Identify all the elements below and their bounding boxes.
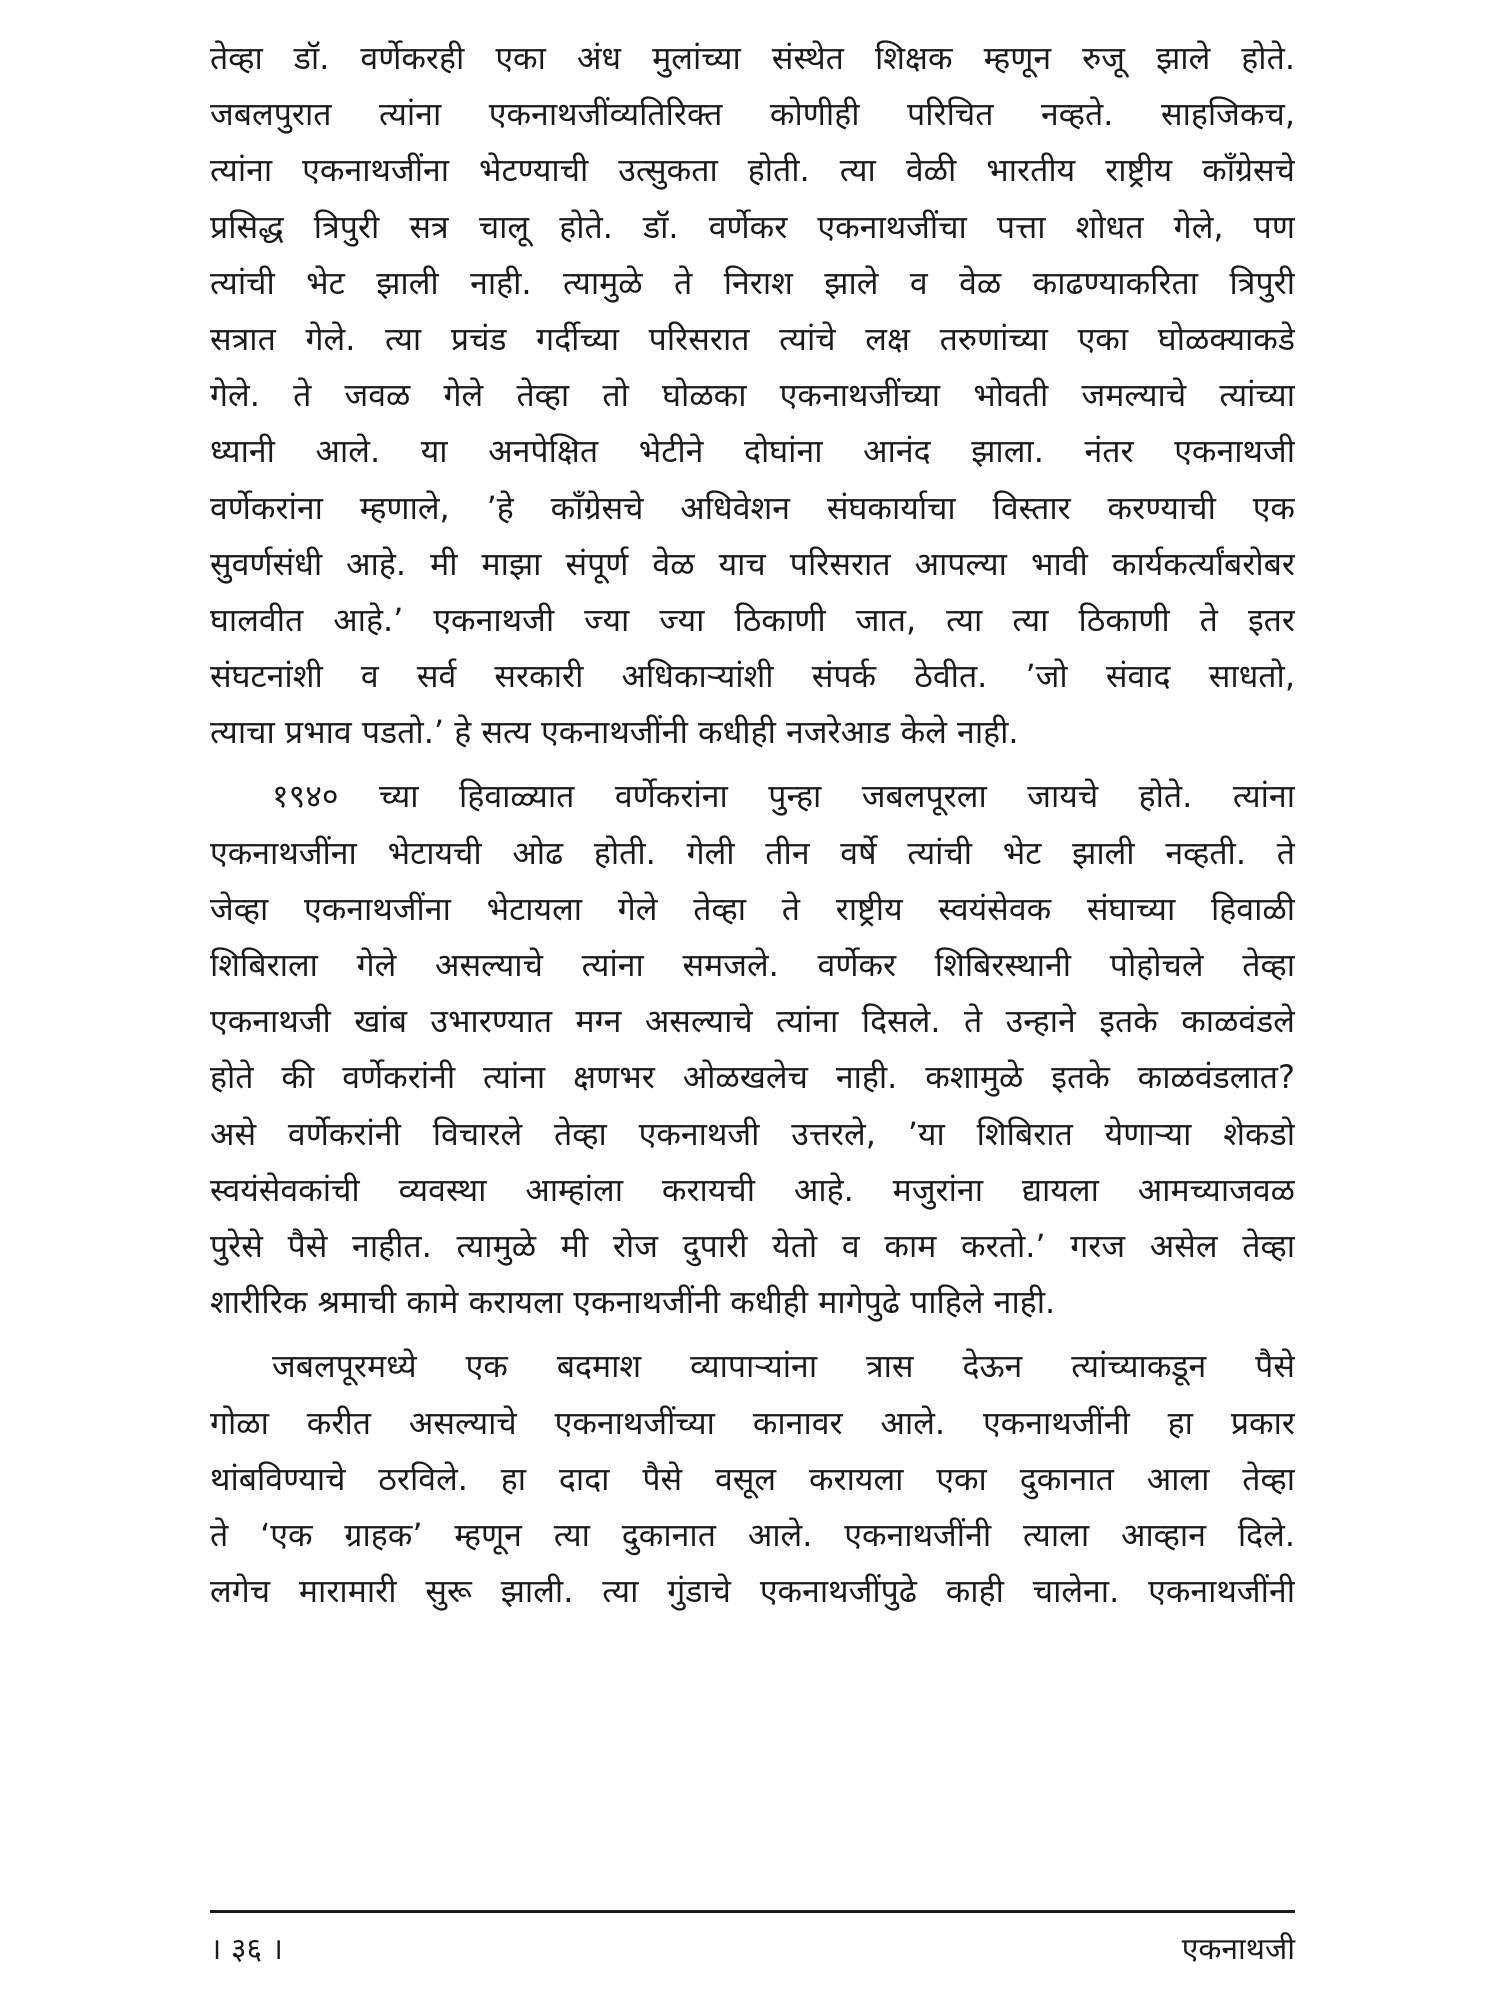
running-title: एकनाथजी — [1181, 1932, 1295, 1967]
text-line: घालवीत आहे.’ एकनाथजी ज्या ज्या ठिकाणी जात, त्या त्या ठिकाणी ते इतर — [210, 600, 1295, 639]
text-line: एकनाथजींना भेटायची ओढ होती. गेली तीन वर्षे त्यांची भेट झाली नव्हती. ते — [210, 833, 1295, 872]
text-line: जेव्हा एकनाथजींना भेटायला गेले तेव्हा ते राष्ट्रीय स्वयंसेवक संघाच्या हिवाळी — [210, 889, 1295, 928]
paragraph — [210, 768, 1295, 1330]
text-line: सत्रात गेले. त्या प्रचंड गर्दीच्या परिसरात त्यांचे लक्ष तरुणांच्या एका घोळक्याकडे — [210, 319, 1295, 358]
text-line: एकनाथजी खांब उभारण्यात मग्न असल्याचे त्यांना दिसले. ते उन्हाने इतके काळवंडले — [210, 1002, 1295, 1041]
paragraph — [210, 1338, 1295, 1619]
text-line: थांबविण्याचे ठरविले. हा दादा पैसे वसूल करायला एका दुकानात आला तेव्हा — [210, 1459, 1295, 1498]
text-line: गेले. ते जवळ गेले तेव्हा तो घोळका एकनाथजींच्या भोवती जमल्याचे त्यांच्या — [210, 376, 1295, 415]
text-line: स्वयंसेवकांची व्यवस्था आम्हांला करायची आहे. मजुरांना द्यायला आमच्याजवळ — [210, 1170, 1295, 1209]
text-line: सुवर्णसंधी आहे. मी माझा संपूर्ण वेळ याच परिसरात आपल्या भावी कार्यकर्त्यांबरोबर — [210, 544, 1295, 583]
text-line: लगेच मारामारी सुरू झाली. त्या गुंडाचे एकनाथजींपुढे काही चालेना. एकनाथजींनी — [210, 1572, 1295, 1611]
text-line: त्याचा प्रभाव पडतो.’ हे सत्य एकनाथजींनी कधीही नजरेआड केले नाही. — [210, 713, 1019, 752]
text-line: संघटनांशी व सर्व सरकारी अधिकाऱ्यांशी संपर्क ठेवीत. ’जो संवाद साधतो, — [210, 657, 1295, 696]
text-line: तेव्हा डॉ. वर्णेकरही एका अंध मुलांच्या संस्थेत शिक्षक म्हणून रुजू झाले होते. — [210, 39, 1295, 77]
text-line: त्यांची भेट झाली नाही. त्यामुळे ते निराश झाले व वेळ काढण्याकरिता त्रिपुरी — [210, 263, 1295, 302]
text-line: पुरेसे पैसे नाहीत. त्यामुळे मी रोज दुपारी येतो व काम करतो.’ गरज असेल तेव्हा — [210, 1226, 1295, 1265]
text-line: असे वर्णेकरांनी विचारले तेव्हा एकनाथजी उत्तरले, ’या शिबिरात येणाऱ्या शेकडो — [210, 1114, 1295, 1153]
body-text — [210, 30, 1295, 1619]
text-line: शारीरिक श्रमाची कामे करायला एकनाथजींनी कधीही मागेपुढे पाहिले नाही. — [210, 1283, 1056, 1322]
text-line: गोळा करीत असल्याचे एकनाथजींच्या कानावर आले. एकनाथजींनी हा प्रकार — [210, 1403, 1295, 1442]
footer-rule — [210, 1910, 1295, 1913]
text-line: वर्णेकरांना म्हणाले, ’हे कॉंग्रेसचे अधिवेशन संघकार्याचा विस्तार करण्याची एक — [210, 488, 1295, 527]
text-line: १९४० च्या हिवाळ्यात वर्णेकरांना पुन्हा जबलपूरला जायचे होते. त्यांना — [272, 777, 1295, 816]
text-line: ध्यानी आले. या अनपेक्षित भेटीने दोघांना आनंद झाला. नंतर एकनाथजी — [210, 432, 1295, 471]
page-number: । ३६ । — [210, 1932, 284, 1967]
text-line: होते की वर्णेकरांनी त्यांना क्षणभर ओळखलेच नाही. कशामुळे इतके काळवंडलात? — [210, 1058, 1295, 1097]
text-line: जबलपूरमध्ये एक बदमाश व्यापाऱ्यांना त्रास देऊन त्यांच्याकडून पैसे — [272, 1347, 1295, 1386]
page-footer — [210, 1928, 1295, 1972]
text-line: जबलपुरात त्यांना एकनाथजींव्यतिरिक्त कोणीही परिचित नव्हते. साहजिकच, — [210, 95, 1295, 134]
text-line: त्यांना एकनाथजींना भेटण्याची उत्सुकता होती. त्या वेळी भारतीय राष्ट्रीय कॉंग्रेसचे — [210, 151, 1295, 190]
paragraph — [210, 30, 1295, 760]
text-line: प्रसिद्ध त्रिपुरी सत्र चालू होते. डॉ. वर्णेकर एकनाथजींचा पत्ता शोधत गेले, पण — [210, 207, 1295, 246]
text-line: शिबिराला गेले असल्याचे त्यांना समजले. वर्णेकर शिबिरस्थानी पोहोचले तेव्हा — [210, 946, 1295, 984]
text-line: ते ‘एक ग्राहक’ म्हणून त्या दुकानात आले. एकनाथजींनी त्याला आव्हान दिले. — [210, 1515, 1295, 1554]
